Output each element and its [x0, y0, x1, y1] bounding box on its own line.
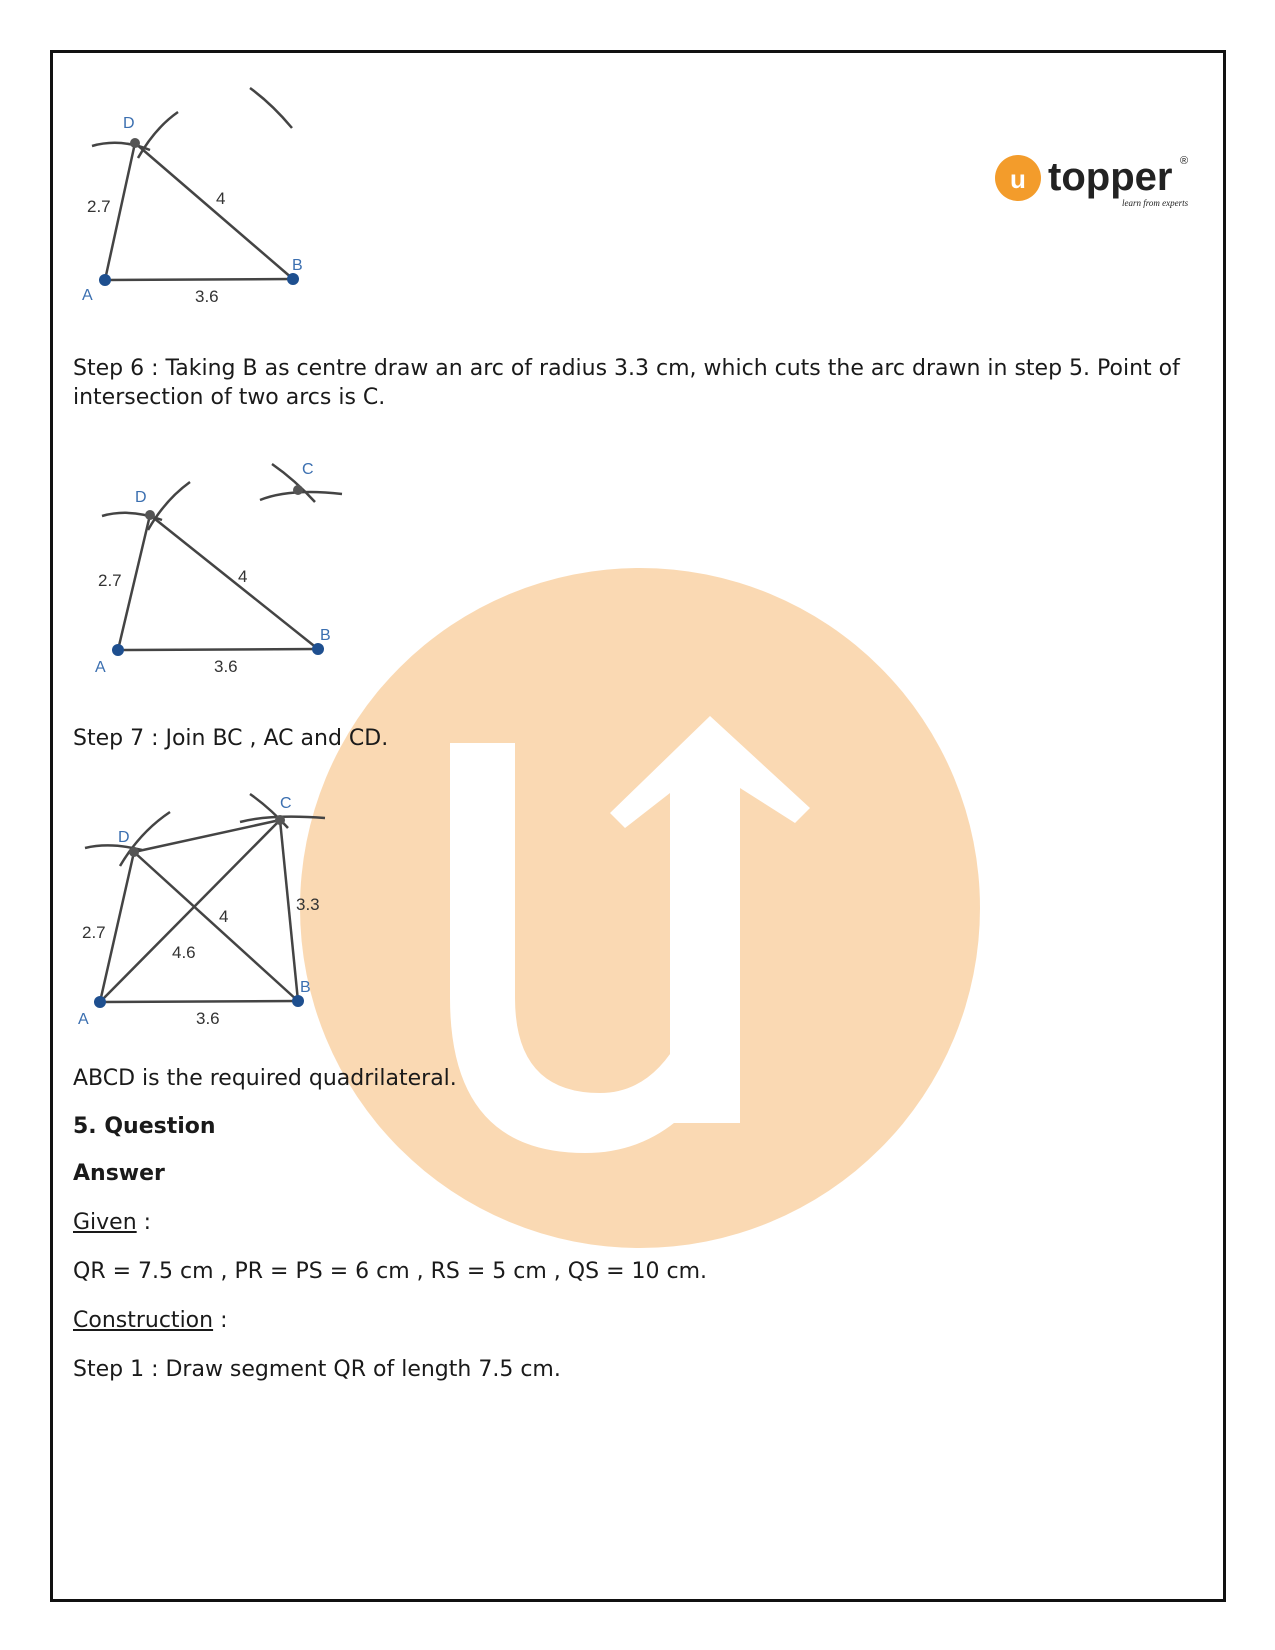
- given-label: Given: [73, 1210, 137, 1235]
- step-6-text: Step 6 : Taking B as centre draw an arc of radius 3.3 cm, which cuts the arc drawn in step 5. Point of intersection of two arcs is C.: [73, 356, 1180, 410]
- step-1-text: Step 1 : Draw segment QR of length 7.5 cm.: [73, 1357, 561, 1382]
- side-ab-label: 3.6: [196, 1009, 220, 1028]
- figure-step7: [70, 790, 350, 1040]
- point-d-label: D: [123, 115, 135, 132]
- construction-label: Construction: [73, 1308, 214, 1333]
- svg-text:u: u: [1010, 164, 1026, 194]
- conclusion-text: ABCD is the required quadrilateral.: [73, 1066, 457, 1091]
- utopper-watermark: [300, 568, 980, 1248]
- side-ad-label: 2.7: [87, 197, 111, 216]
- side-db-label: 4: [216, 189, 226, 208]
- point-d-label: D: [118, 829, 130, 846]
- side-db-label: 4: [219, 907, 229, 926]
- step-7-text: Step 7 : Join BC , AC and CD.: [73, 726, 389, 751]
- given-heading: Given :: [73, 1210, 152, 1235]
- point-a-label: A: [78, 1011, 89, 1028]
- figure-step6: [90, 450, 360, 700]
- point-b-label: B: [320, 627, 331, 644]
- side-ad-label: 2.7: [98, 571, 122, 590]
- side-db-label: 4: [238, 567, 248, 586]
- side-bc-label: 3.3: [296, 895, 320, 914]
- point-a-label: A: [95, 659, 106, 676]
- point-b-label: B: [300, 979, 311, 996]
- side-ab-label: 3.6: [195, 287, 219, 306]
- svg-text:®: ®: [1180, 155, 1189, 167]
- logo-wordmark: topper: [1048, 155, 1173, 199]
- topper-logo: [994, 152, 1194, 212]
- point-c-label: C: [302, 461, 314, 478]
- point-d-label: D: [135, 489, 147, 506]
- figure-step5: [80, 80, 340, 320]
- diagonal-ac-label: 4.6: [172, 943, 196, 962]
- side-ab-label: 3.6: [214, 657, 238, 676]
- point-c-label: C: [280, 795, 292, 812]
- point-b-label: B: [292, 257, 303, 274]
- side-ad-label: 2.7: [82, 923, 106, 942]
- question-heading: 5. Question: [73, 1114, 216, 1139]
- answer-heading: Answer: [73, 1161, 165, 1186]
- construction-heading: Construction :: [73, 1308, 228, 1333]
- svg-text:learn from experts: learn from experts: [1122, 198, 1189, 208]
- given-values: QR = 7.5 cm , PR = PS = 6 cm , RS = 5 cm , QS = 10 cm.: [73, 1259, 708, 1284]
- point-a-label: A: [82, 287, 93, 304]
